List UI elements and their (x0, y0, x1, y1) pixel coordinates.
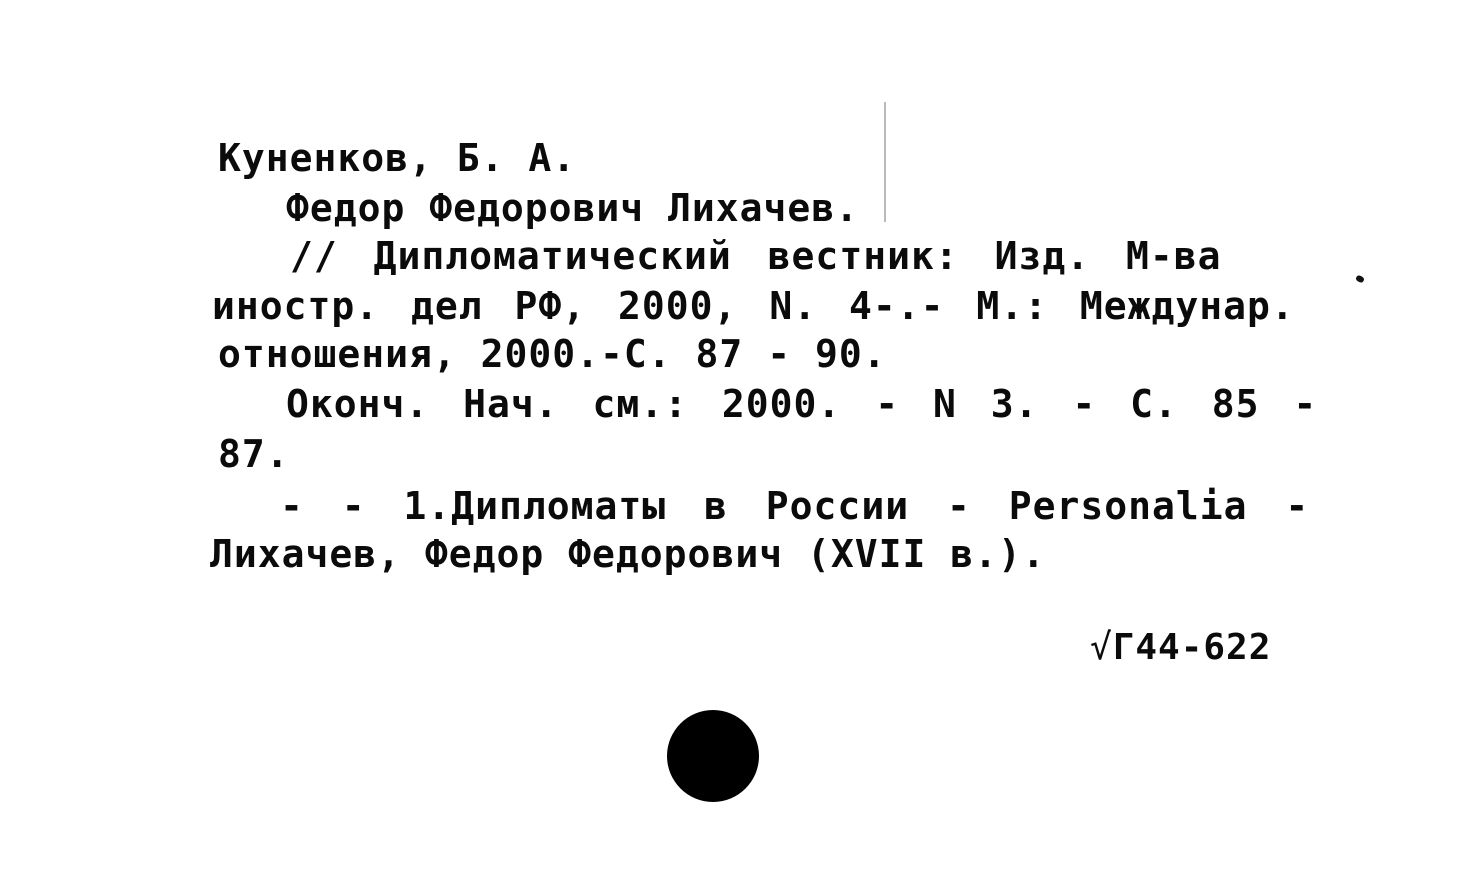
punch-hole (667, 710, 759, 802)
note-line-1: Оконч. Нач. см.: 2000. - N 3. - С. 85 - (286, 382, 1318, 426)
source-line-2: иностр. дел РФ, 2000, N. 4-.- М.: Междунар. (212, 284, 1295, 328)
note-line-2: 87. (218, 432, 290, 476)
ink-speck (1355, 274, 1365, 283)
subject-line-2: Лихачев, Федор Федорович (XVII в.). (210, 532, 1046, 576)
subject-line-1: - - 1.Дипломаты в России - Personalia - (280, 484, 1310, 528)
source-line-3: отношения, 2000.-С. 87 - 90. (218, 332, 887, 376)
check-mark-icon: √ (1090, 627, 1113, 668)
call-number-block (1090, 628, 1271, 668)
fold-mark (884, 102, 886, 222)
title-line: Федор Федорович Лихачев. (286, 186, 860, 230)
source-line-1: // Дипломатический вестник: Изд. М-ва (290, 234, 1222, 278)
author-line: Куненков, Б. А. (218, 136, 577, 180)
call-number: Г44-622 (1112, 627, 1272, 668)
